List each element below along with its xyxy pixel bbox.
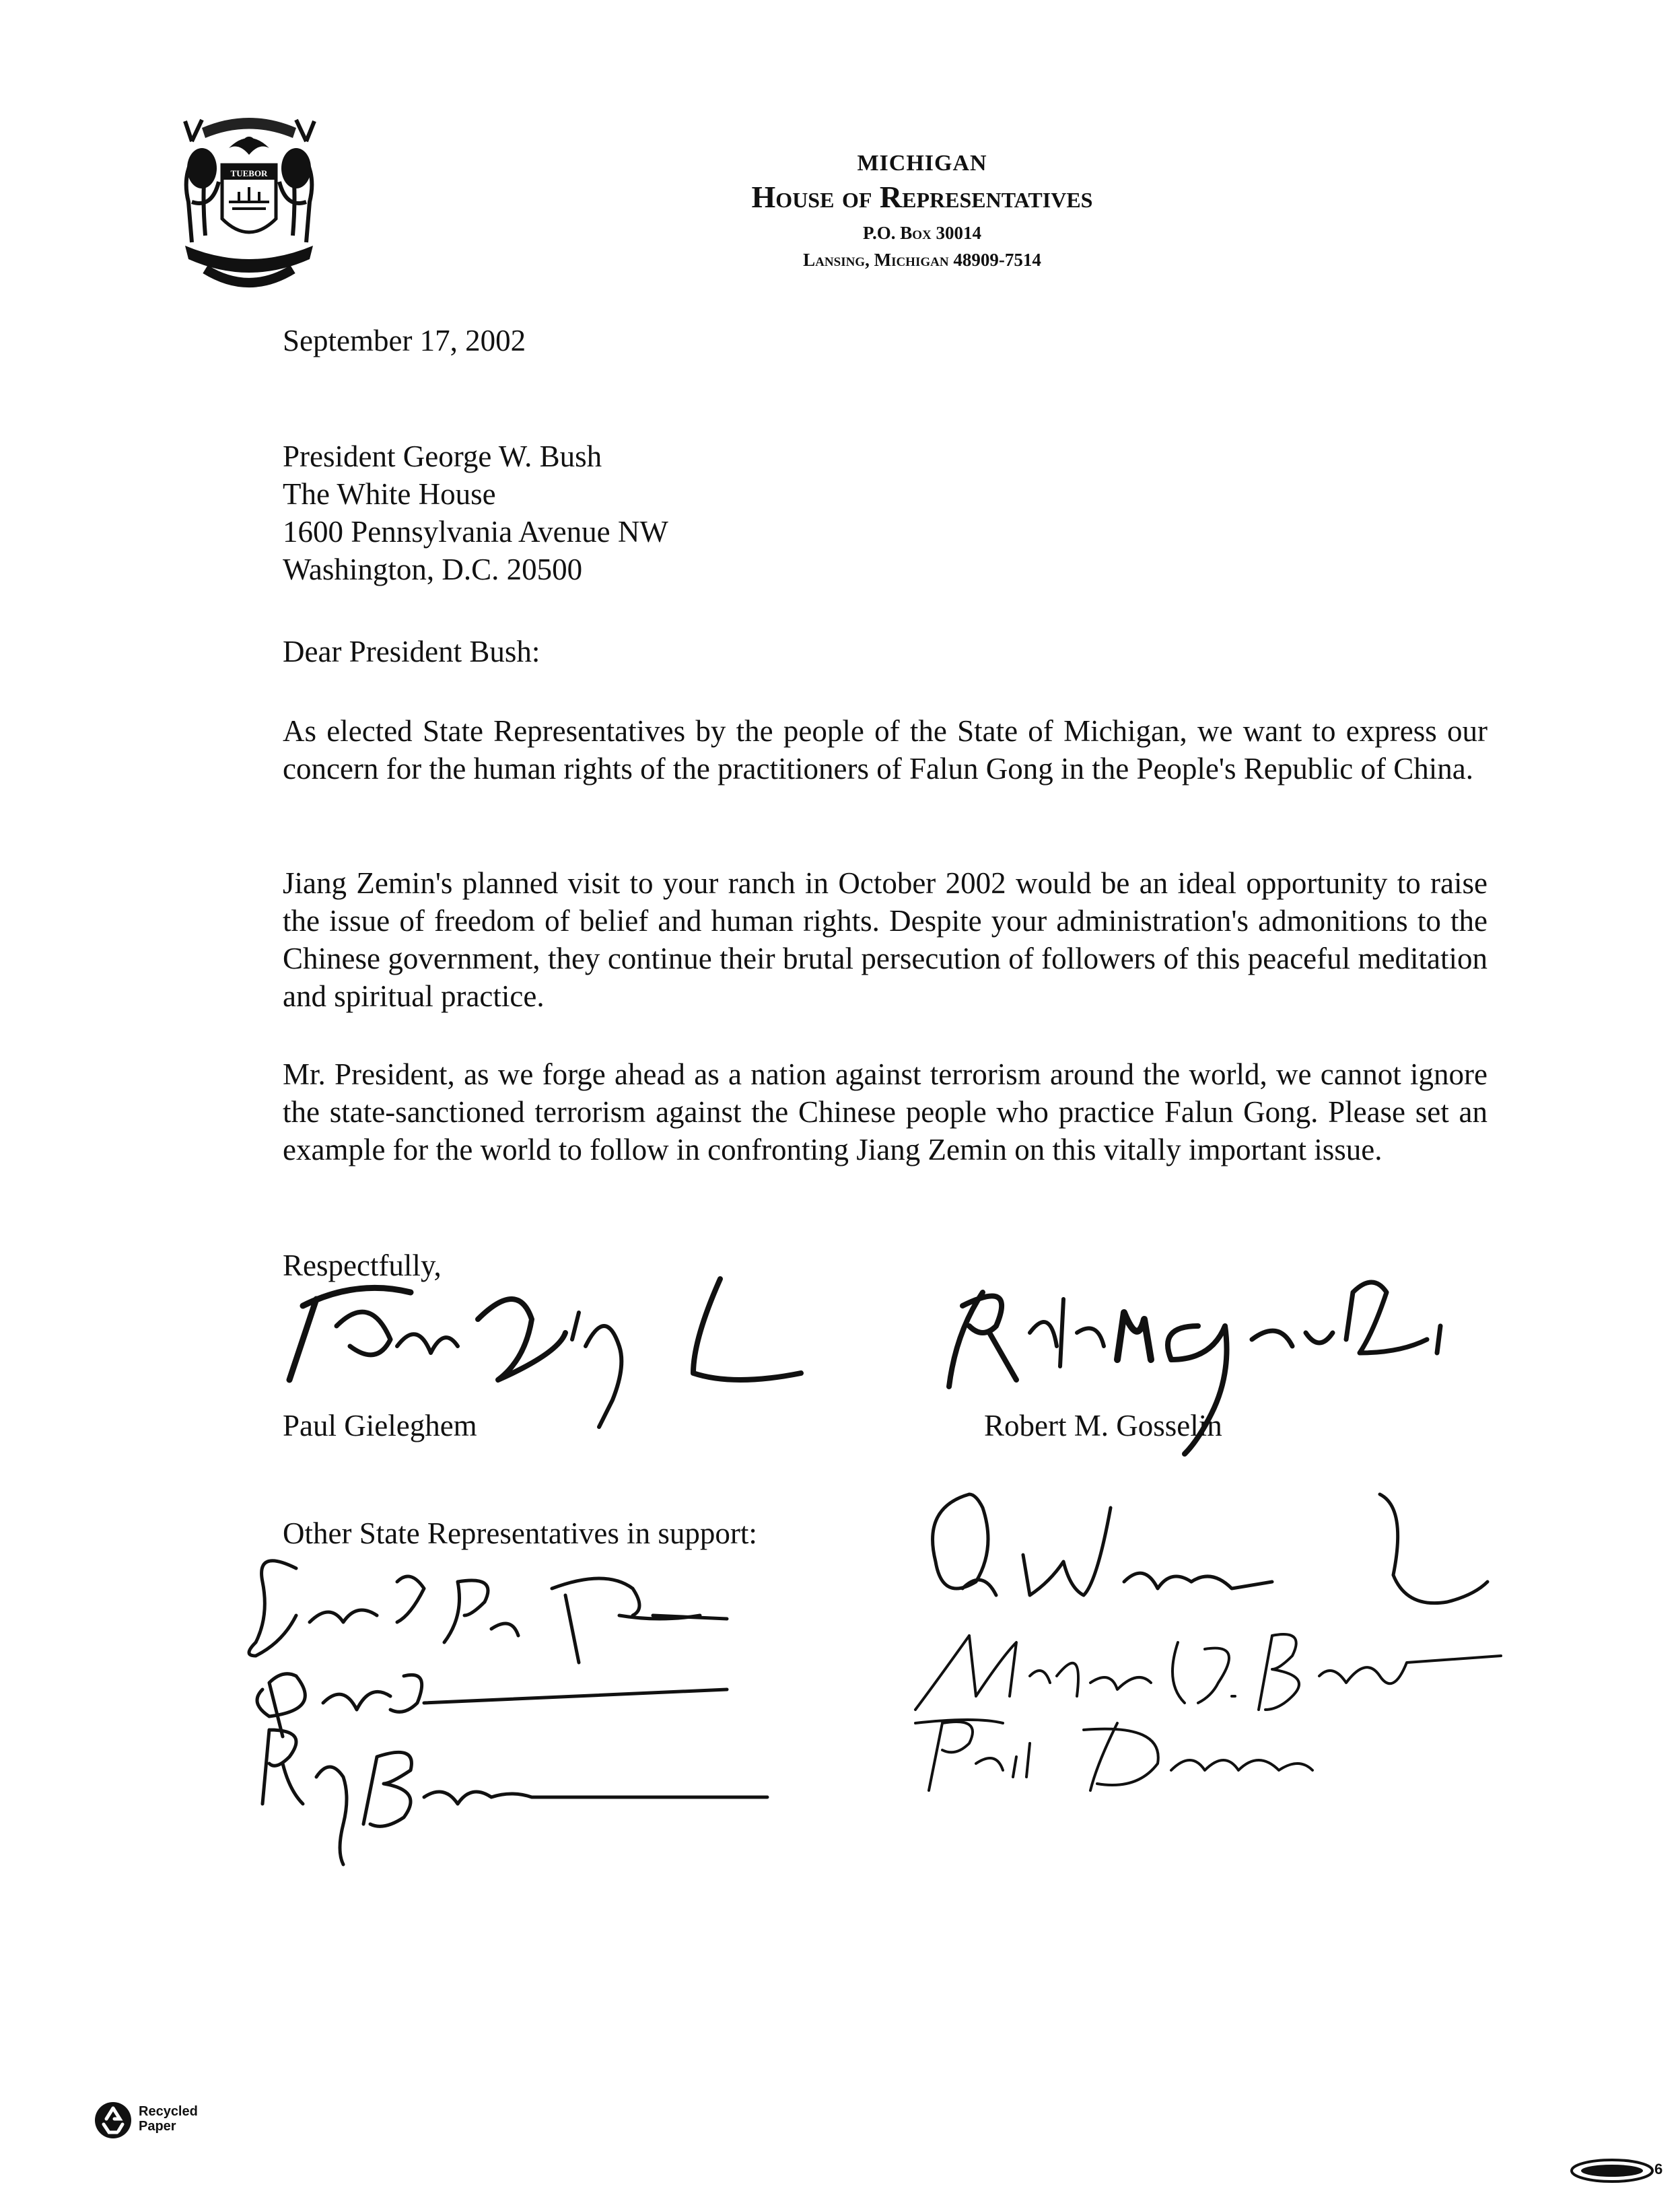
recycled-label-line1: Recycled (139, 2104, 198, 2119)
letterhead (606, 149, 1238, 273)
recipient-line: President George W. Bush (283, 440, 602, 473)
union-label-number: 6 (1654, 2161, 1663, 2177)
support-signatures-right (895, 1481, 1555, 1831)
signer-name-left: Paul Gieleghem (283, 1409, 477, 1442)
seal-banner-text: TUEBOR (230, 168, 268, 178)
letterhead-po-box: P.O. Box 30014 (862, 223, 982, 243)
recipient-address (283, 438, 1488, 588)
recipient-line: 1600 Pennsylvania Avenue NW (283, 515, 668, 549)
michigan-seal-icon (165, 101, 333, 296)
letterhead-city: Lansing, Michigan 48909-7514 (803, 250, 1041, 270)
recipient-line: Washington, D.C. 20500 (283, 553, 583, 586)
letterhead-house: House of Representatives (751, 180, 1093, 214)
support-label: Other State Representatives in support: (283, 1516, 757, 1550)
salutation: Dear President Bush: (283, 635, 540, 668)
body-paragraph-2: Jiang Zemin's planned visit to your ranch in October 2002 would be an ideal opportunity to raise the issue of freedom of belief and human rights. Despite your administration's admonitions to the Chinese government, they continue their brutal persecution of followers of this peaceful meditation and spiritual practice. (283, 866, 1488, 1013)
recycled-paper-label (139, 2104, 198, 2134)
letterhead-state: MICHIGAN (857, 151, 987, 176)
closing: Respectfully, (283, 1249, 442, 1282)
signer-name-right: Robert M. Gosselin (984, 1409, 1222, 1442)
support-signatures-left (242, 1541, 902, 1905)
recycled-paper-mark (94, 2101, 256, 2142)
recycle-icon (94, 2101, 132, 2139)
letter-date: September 17, 2002 (283, 324, 526, 357)
body-paragraph-1: As elected State Representatives by the people of the State of Michigan, we want to express our concern for the human rights of the practitioners of Falun Gong in the People's Republic of China. (283, 714, 1488, 786)
recycled-label-line2: Paper (139, 2119, 176, 2134)
recipient-line: The White House (283, 477, 496, 511)
body-paragraph-3: Mr. President, as we forge ahead as a nation against terrorism around the world, we cannot ignore the state-sanctioned terrorism against the Chinese people who practice Falun Gong. Please set an example for the world to follow in confronting Jiang Zemin on this vitally important issue. (283, 1057, 1488, 1166)
